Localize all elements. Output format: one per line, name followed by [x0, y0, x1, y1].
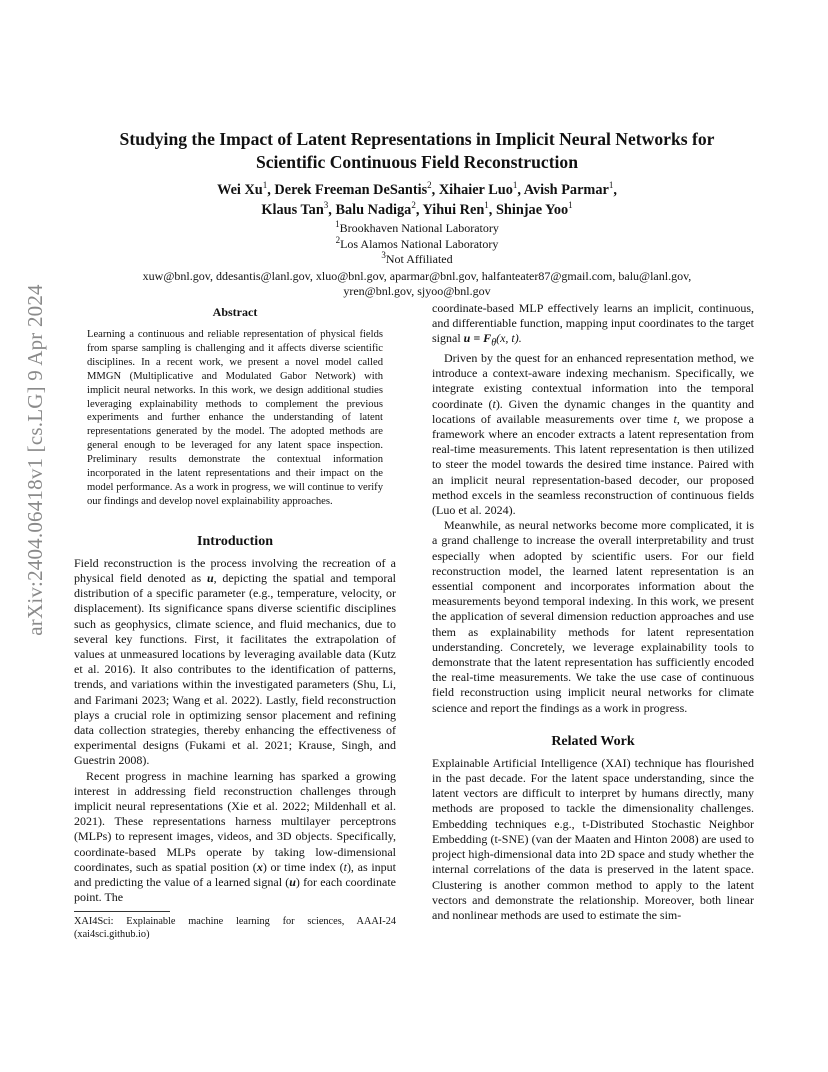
intro-paragraph-2 — [74, 769, 396, 906]
math-symbol: u — [206, 570, 214, 585]
author-affil-mark: 1 — [262, 180, 268, 191]
author-separator: , — [517, 182, 524, 198]
author-affil-mark: 1 — [484, 200, 489, 211]
author-name: Wei Xu — [217, 182, 263, 198]
right-paragraph-2 — [432, 351, 754, 518]
introduction-heading: Introduction — [197, 533, 273, 549]
affil-mark: 2 — [335, 234, 341, 245]
math-symbol: u — [289, 875, 296, 890]
text-run: ) or time index ( — [262, 859, 344, 874]
math-symbol: t — [343, 859, 347, 874]
affil-name: Los Alamos National Laboratory — [340, 236, 499, 251]
text-run: Driven by the quest for an enhanced representation method, we introduce a context-aware indexing mechanism. Specifically, we integrate existing contextual information into the temporal coordinate ( — [432, 351, 754, 411]
author-separator: , — [613, 182, 617, 198]
math-symbol: t — [673, 411, 677, 426]
left-column — [74, 305, 396, 941]
affil-mark: 3 — [381, 250, 386, 260]
math-subscript: θ — [491, 337, 497, 349]
author-name: Xihaier Luo — [438, 182, 513, 198]
text-run: ) for each coordinate point. The — [74, 875, 397, 905]
affiliation — [74, 252, 760, 268]
text-run: Recent progress in machine learning has sparked a growing interest in addressing field reconstruction challenges through implicit neural representations (Xie et al. 2022; Mildenhall et al. 2021). These representations harness multilayer perceptrons (MLPs) to represent images, videos, and 3D objects. Specifically, coordinate-based MLPs operate by taking low-dimensional coordinates, such as spatial position ( — [74, 768, 396, 874]
intro-paragraph-1 — [74, 556, 396, 769]
author-name: Balu Nadiga — [335, 202, 412, 218]
author-affil-mark: 2 — [427, 180, 432, 191]
author-name: Derek Freeman DeSantis — [274, 182, 428, 198]
footnote-rule — [74, 911, 170, 912]
author-separator: , — [488, 202, 496, 218]
author-line-2 — [74, 200, 760, 220]
affiliation — [74, 221, 760, 237]
related-paragraph-1: Explainable Artificial Intelligence (XAI) technique has flourished in the past decade. For the latent space understanding, since the latent vectors are difficult to interpret by humans directly, many methods are proposed to tackle the dimensionality challenges. Embedding techniques e.g., t-Distributed Stochastic Neighbor Embedding (t-SNE) (van der Maaten and Hinton 2008) are used to project high-dimensional data into 2D space and study whether the internal correlations of the data is preserved in the latent space. Clustering is another common method to apply to the latent vectors and demonstrate the relationship. Moreover, both linear and nonlinear methods are used to estimate the sim- — [432, 755, 754, 922]
arxiv-identifier: arXiv:2404.06418v1 [cs.LG] 9 Apr 2024 — [23, 284, 47, 636]
author-separator: , — [431, 182, 439, 198]
affil-mark: 1 — [335, 219, 340, 229]
affiliation — [74, 234, 760, 253]
author-name: Yihui Ren — [422, 202, 485, 218]
abstract-text: Learning a continuous and reliable representation of physical fields from sparse sampling is challenging and it affects diverse scientific disciplines. In a recent work, we present a novel model called MMGN (Multiplicative and Modulated Gabor Network) with implicit neural networks. In this work, we design additional studies leveraging explainability methods to complement the previous experiments and further enhance the understanding of latent representations generated by the model. The adopted methods are general enough to be leveraged for any latent space inspection. Preliminary results demonstrate the contextual information incorporated in the latent representations and their impact on the model performance. As a work in progress, we will continue to verify our findings and develop novel explainability approaches. — [87, 329, 383, 507]
text-run: ). Given the dynamic changes in the quantity and locations of available measurements over time — [432, 396, 754, 426]
author-separator: , — [267, 182, 275, 198]
author-name: Avish Parmar — [523, 182, 609, 198]
affiliation-list — [74, 221, 760, 268]
emails-line-2: yren@bnl.gov, sjyoo@bnl.gov — [343, 284, 491, 298]
author-emails — [74, 269, 760, 300]
text-run: , depicting the spatial and temporal distribution of a specific parameter (e.g., temperature, velocity, or displacement). Its significance spans diverse scientific disciplines such as geophysics, climate science, and fluid mechanics, due to several key functions. First, it facilitates the extrapolation of values at unmeasured locations by leveraging available data (Kutz et al. 2016). It also contributes to the identification of patterns, trends, and variations within the investigated parameters (Shu, Li, and Farimani 2023; Wang et al. 2022). Lastly, field reconstruction plays a crucial role in optimizing sensor placement and refining data collection strategies, thereby enhancing the effectiveness of experimental designs (Fukami et al. 2021; Krause, Singh, and Guestrin 2008). — [74, 570, 396, 768]
author-name: Shinjae Yoo — [495, 202, 569, 218]
emails-line-1: xuw@bnl.gov, ddesantis@lanl.gov, xluo@bnl.gov, aparmar@bnl.gov, halfanteater87@gmail.com, balu@lanl.gov, — [142, 268, 692, 283]
author-affil-mark: 3 — [323, 200, 329, 211]
text-run: coordinate-based MLP effectively learns an implicit, continuous, and differentiable function, mapping input coordinates to the target signal — [432, 301, 754, 346]
right-paragraph-3: Meanwhile, as neural networks become more complicated, it is a grand challenge to increase the overall interpretability and trust especially when adopted by scientific users. For our field reconstruction model, the learned latent representation is an essential component and incorporates information about the measurements beyond temporal indexing. In this work, we present the application of several dimension reduction approaches and use them as explainability methods for latent representation understanding. Concretely, we leverage explainability tools to demonstrate that the latent representation has sufficiently encoded the real-time measurements. We take the use case of continuous field reconstruction using implicit neural networks for climate science and report the findings as a work in progress. — [432, 518, 754, 715]
author-line-1 — [74, 180, 760, 200]
author-name: Klaus Tan — [261, 202, 324, 218]
text-run: ), as input and predicting the value of a learned signal ( — [74, 859, 396, 890]
author-affil-mark: 1 — [512, 180, 518, 191]
math-args: (x, t). — [496, 331, 522, 346]
author-separator: , — [415, 202, 423, 218]
paper-title — [74, 128, 760, 174]
author-affil-mark: 1 — [568, 200, 573, 211]
affil-name: Brookhaven National Laboratory — [339, 221, 499, 235]
math-symbol: x — [256, 859, 263, 874]
paper-header — [74, 128, 760, 300]
text-run: Field reconstruction is the process involving the recreation of a physical field denoted as — [74, 555, 396, 585]
right-paragraph-1 — [432, 301, 754, 351]
right-column — [432, 301, 754, 923]
title-line-1: Studying the Impact of Latent Representations in Implicit Neural Networks for — [119, 129, 715, 149]
author-affil-mark: 2 — [411, 200, 416, 211]
author-affil-mark: 1 — [608, 180, 614, 191]
title-line-2: Scientific Continuous Field Reconstruction — [255, 152, 579, 172]
math-equation: u = F — [463, 331, 492, 346]
author-separator: , — [328, 202, 336, 218]
affil-name: Not Affiliated — [385, 252, 453, 266]
footnote: XAI4Sci: Explainable machine learning for sciences, AAAI-24 (xai4sci.github.io) — [74, 916, 396, 941]
author-list — [74, 180, 760, 220]
related-work-heading: Related Work — [551, 733, 635, 749]
abstract-heading: Abstract — [212, 305, 258, 319]
math-symbol: t — [492, 396, 496, 411]
text-run: , we propose a framework where an encoder extracts a latent representation from real-time measurements. This latent representation is then utilized to steer the model towards the desired time instance. Paired with an implicit neural representation-based decoder, our proposed method excels in the seamless reconstruction of continuous fields (Luo et al. 2024). — [432, 411, 755, 518]
